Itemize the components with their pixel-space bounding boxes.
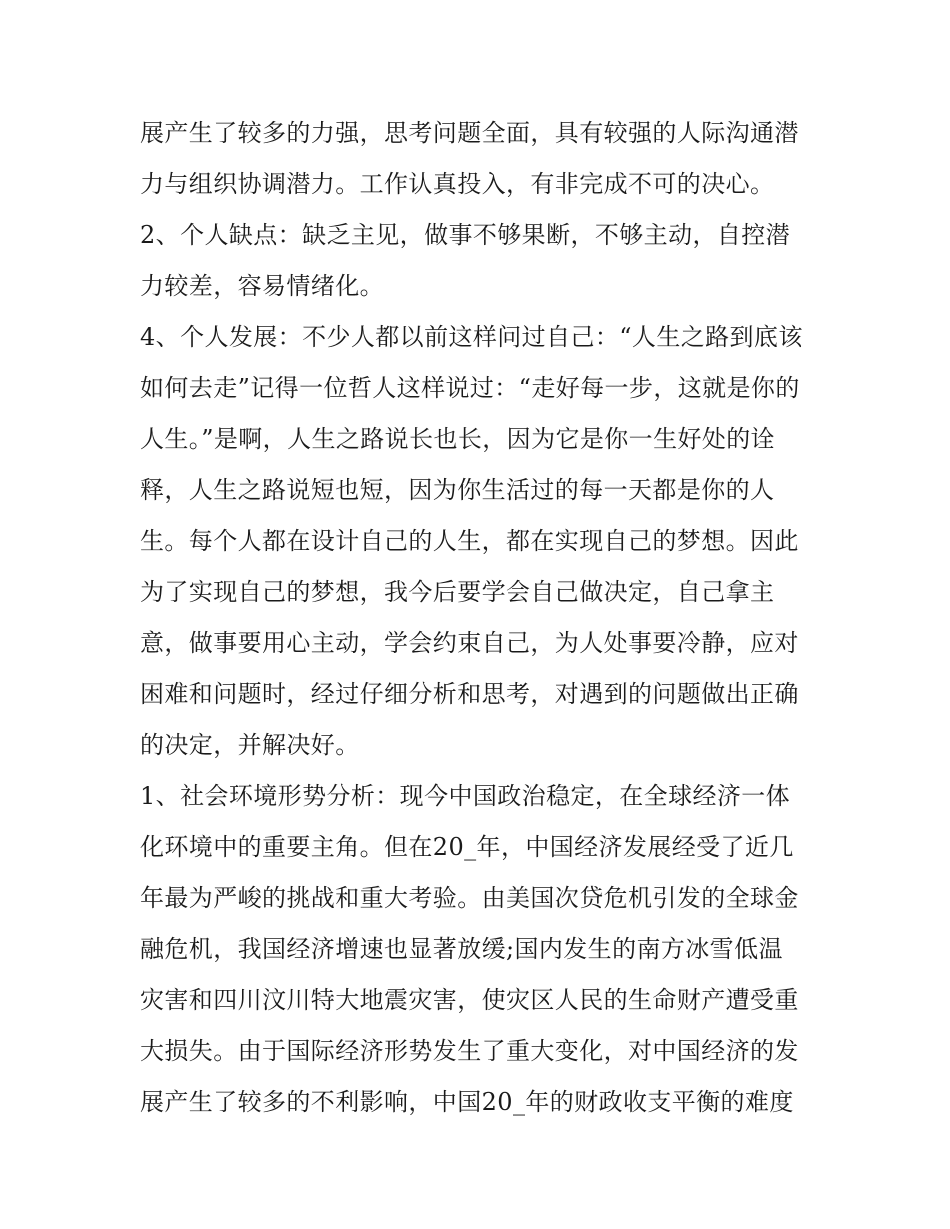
text-line: 4、个人发展：不少人都以前这样问过自己：“人生之路到底该 — [140, 323, 803, 351]
text-line: 力较差，容易情绪化。 — [140, 272, 384, 300]
text-line: 力与组织协调潜力。工作认真投入，有非完成不可的决心。 — [140, 170, 775, 198]
text-line: 意，做事要用心主动，学会约束自己，为人处事要冷静，应对 — [140, 629, 799, 657]
text-line: 释，人生之路说短也短，因为你生活过的每一天都是你的人 — [140, 476, 775, 504]
text-line: 展产生了较多的不利影响，中国20_年的财政收支平衡的难度 — [140, 1088, 794, 1116]
text-line: 大损失。由于国际经济形势发生了重大变化，对中国经济的发 — [140, 1037, 799, 1065]
text-line: 如何去走”记得一位哲人这样说过：“走好每一步，这就是你的 — [140, 374, 800, 402]
text-line: 展产生了较多的力强，思考问题全面，具有较强的人际沟通潜 — [140, 119, 799, 147]
text-line: 灾害和四川汶川特大地震灾害，使灾区人民的生命财产遭受重 — [140, 986, 799, 1014]
text-line: 1、社会环境形势分析：现今中国政治稳定，在全球经济一体 — [140, 782, 791, 810]
text-line: 的决定，并解决好。 — [140, 731, 360, 759]
text-line: 困难和问题时，经过仔细分析和思考，对遇到的问题做出正确 — [140, 680, 799, 708]
text-line: 融危机，我国经济增速也显著放缓;国内发生的南方冰雪低温 — [140, 935, 783, 963]
document-body — [140, 108, 820, 1128]
text-line: 化环境中的重要主角。但在20_年，中国经济发展经受了近几 — [140, 833, 794, 861]
text-line: 生。每个人都在设计自己的人生，都在实现自己的梦想。因此 — [140, 527, 799, 555]
text-line: 年最为严峻的挑战和重大考验。由美国次贷危机引发的全球金 — [140, 884, 799, 912]
text-line: 2、个人缺点：缺乏主见，做事不够果断，不够主动，自控潜 — [140, 221, 791, 249]
text-line: 为了实现自己的梦想，我今后要学会自己做决定，自己拿主 — [140, 578, 775, 606]
text-line: 人生。”是啊，人生之路说长也长，因为它是你一生好处的诠 — [140, 425, 776, 453]
